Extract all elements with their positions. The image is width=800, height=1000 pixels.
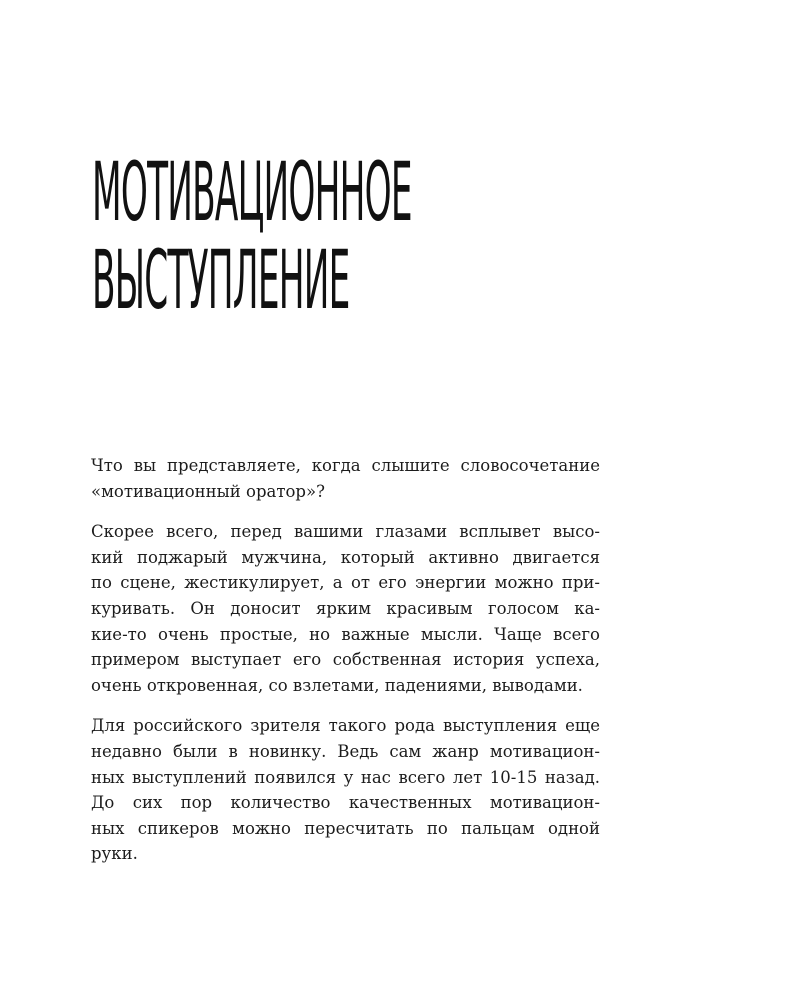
text-line: До сих пор количество качественных мотивацион- [91, 793, 600, 813]
text-line: очень откровенная, со взлетами, падениями, выводами. [91, 675, 583, 695]
chapter-title-line: ВЫСТУПЛЕНИЕ [92, 233, 350, 329]
text-line: Для российского зрителя такого рода выступления еще [91, 716, 600, 736]
text-line: недавно были в новинку. Ведь сам жанр мотивацион- [91, 741, 600, 761]
text-line: по сцене, жестикулирует, а от его энергии можно при- [91, 573, 600, 593]
paragraph [91, 713, 600, 867]
text-line: Скорее всего, перед вашими глазами всплывет высо- [91, 522, 600, 542]
chapter-title-line: МОТИВАЦИОННОЕ [92, 145, 412, 241]
paragraph [91, 453, 600, 504]
body-text [91, 453, 600, 882]
text-line: ных выступлений появился у нас всего лет 10-15 назад. [91, 767, 600, 787]
text-line: кий поджарый мужчина, который активно двигается [91, 547, 600, 567]
text-line: руки. [91, 844, 138, 864]
text-line: Что вы представляете, когда слышите словосочетание [91, 456, 600, 475]
text-line: кие-то очень простые, но важные мысли. Чаще всего [91, 624, 600, 644]
text-line: «мотивационный оратор»? [91, 481, 325, 501]
text-line: примером выступает его собственная история успеха, [91, 650, 600, 670]
paragraph [91, 519, 600, 698]
chapter-title [92, 145, 712, 329]
text-line: куривать. Он доносит ярким красивым голосом ка- [91, 598, 600, 618]
text-line: ных спикеров можно пересчитать по пальцам одной [91, 818, 600, 838]
